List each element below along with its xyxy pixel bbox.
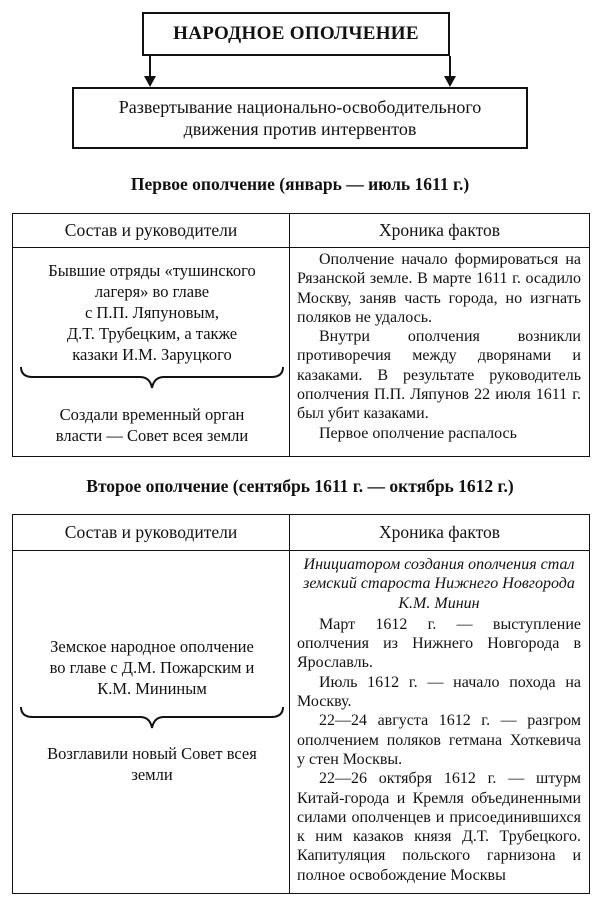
subtitle-box (72, 87, 528, 149)
column-header-chronicle: Хроника фактов (378, 220, 501, 240)
main-title: НАРОДНОЕ ОПОЛЧЕНИЕ (173, 23, 419, 44)
column-divider (289, 214, 290, 456)
table-header-row (13, 214, 589, 248)
curly-brace-icon (19, 364, 285, 390)
first-result (21, 404, 283, 446)
second-composition (21, 636, 283, 699)
subtitle-line-1: Развертывание национально-освободительного (118, 97, 482, 117)
result-line: власти — Совет всея земли (55, 426, 249, 445)
column-header-composition: Состав и руководители (64, 522, 238, 542)
column-header-composition: Состав и руководители (64, 220, 238, 240)
subtitle-line-2: движения против интервентов (183, 119, 417, 139)
arrow-left-icon (140, 56, 160, 88)
chronicle-paragraph: Внутри ополчения возникли противоречия между дворянами и казаками. В результате руководитель ополчения П.П. Ляпунов 22 июля 1611 г. был убит казаками. (297, 328, 581, 423)
composition-line: Д.Т. Трубецким, а также (66, 324, 238, 343)
chronicle-paragraph: 22—24 августа 1612 г. — разгром ополчением поляков гетмана Хоткевича у стен Москвы. (297, 712, 581, 768)
chronicle-paragraph: Ополчение начало формироваться на Рязанской земле. В марте 1611 г. осадило Москву, заняв часть города, но изгнать поляков не удалось. (297, 251, 581, 326)
first-militia-heading: Первое ополчение (январь — июль 1611 г.) (130, 174, 470, 194)
column-divider (289, 515, 290, 893)
second-chronicle (297, 555, 581, 885)
composition-line: во главе с Д.М. Пожарским и (49, 658, 255, 677)
composition-line: лагеря» во главе (94, 282, 210, 301)
first-chronicle (297, 250, 581, 443)
composition-line: Земское народное ополчение (50, 637, 254, 656)
arrow-right-icon (440, 56, 460, 88)
first-militia-table (12, 213, 590, 457)
chronicle-paragraph: Март 1612 г. — выступление ополчения из Нижнего Новгорода в Ярославль. (297, 615, 581, 672)
second-result (21, 743, 283, 785)
composition-line: казаки И.М. Заруцкого (72, 345, 232, 364)
column-header-chronicle: Хроника фактов (378, 522, 501, 542)
curly-brace-icon (19, 704, 285, 730)
result-line: Возглавили новый Совет всея (47, 744, 257, 763)
second-militia-table (12, 514, 590, 894)
chronicle-paragraph: 22—26 октября 1612 г. — штурм Китай-города и Кремля объединенными силами ополченцев и присоединившихся к ним казаков князя Д.Т. Трубецкого. Капитуляция польского гарнизона и полное освобождение Москвы (297, 770, 581, 884)
chronicle-paragraph: Июль 1612 г. — начало похода на Москву. (297, 673, 581, 711)
composition-line: Бывшие отряды «тушинского (48, 261, 256, 280)
composition-line: с П.П. Ляпуновым, (84, 303, 220, 322)
chronicle-intro: Инициатором создания ополчения стал земский староста Нижнего Новгорода К.М. Минин (303, 556, 575, 612)
result-line: Создали временный орган (59, 405, 245, 424)
result-line: земли (131, 765, 173, 784)
chronicle-paragraph: Первое ополчение распалось (319, 424, 517, 442)
main-title-box (142, 12, 450, 56)
composition-line: К.М. Мининым (97, 679, 207, 698)
first-composition (21, 260, 283, 365)
table-header-row (13, 515, 589, 551)
second-militia-heading: Второе ополчение (сентябрь 1611 г. — октябрь 1612 г.) (86, 476, 514, 496)
